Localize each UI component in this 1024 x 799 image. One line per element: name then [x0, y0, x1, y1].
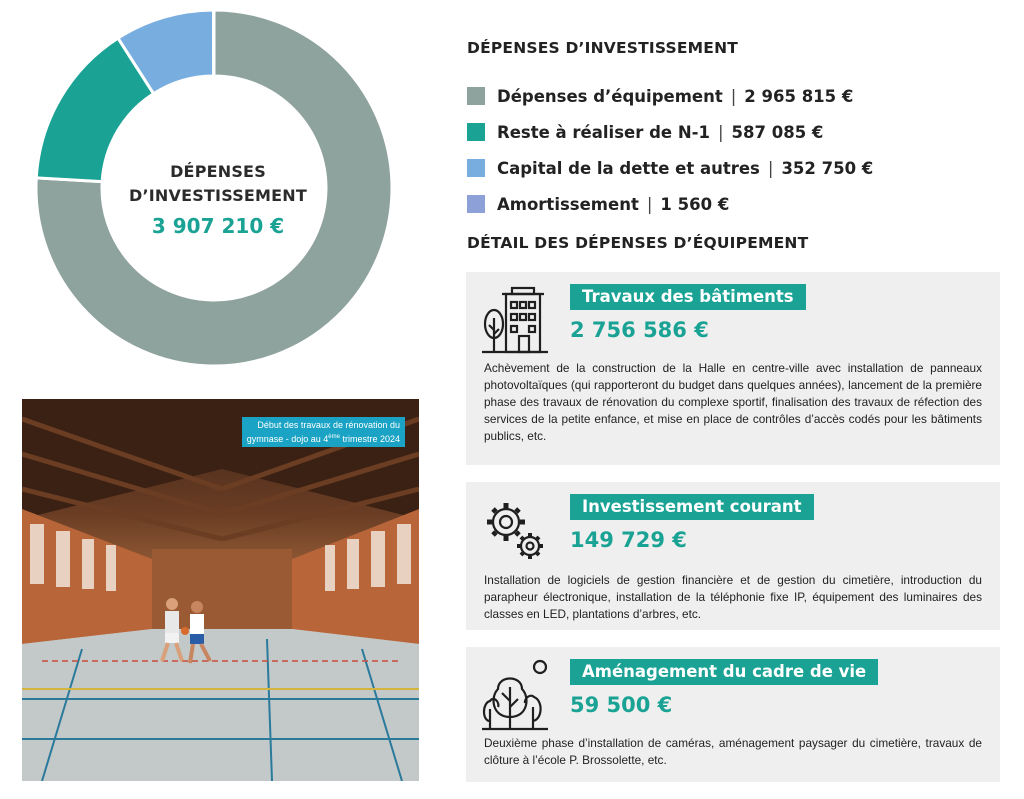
legend-item-amortissement: [467, 186, 873, 222]
legend-label: Capital de la dette et autres: [497, 158, 760, 178]
legend-separator: |: [646, 194, 653, 214]
photo-caption-line1: Début des travaux de rénovation du: [257, 420, 400, 430]
card-label: Investissement courant: [570, 494, 814, 520]
legend-value: 1 560 €: [660, 194, 730, 214]
card-description: Achèvement de la construction de la Halle en centre-ville avec installation de panneaux photovoltaïques (qui rapporteront du budget dans quelques années), lancement de la première phase des travaux de rénovation du complexe sportif, finalisation des travaux de réfection des services de la petite enfance, et mise en place de contrôles d’accès codés pour les bâtiments publics, etc.: [484, 361, 982, 443]
legend-item-capital-dette: [467, 150, 873, 186]
legend-separator: |: [730, 86, 737, 106]
photo-caption-line2-end: trimestre 2024: [339, 434, 400, 444]
trees-icon: [480, 657, 550, 733]
donut-center-title-line1: DÉPENSES: [170, 162, 266, 181]
legend-separator: |: [767, 158, 774, 178]
legend-label: Dépenses d’équipement: [497, 86, 723, 106]
photo-caption-line2-start: gymnase - dojo au 4: [246, 434, 329, 444]
legend-swatch-equipement: [467, 87, 485, 105]
donut-center-label: [118, 160, 318, 238]
card-label: Aménagement du cadre de vie: [570, 659, 878, 685]
legend-separator: |: [717, 122, 724, 142]
card-cadre-de-vie: [466, 647, 1000, 782]
gymnasium-illustration: [22, 399, 419, 781]
card-label: Travaux des bâtiments: [570, 284, 806, 310]
card-description: Deuxième phase d’installation de caméras, aménagement paysager du cimetière, travaux de clôture à l’école P. Brossolette, etc.: [484, 736, 982, 767]
building-tree-icon: [480, 282, 550, 358]
card-amount: 2 756 586 €: [570, 318, 709, 342]
card-description: Installation de logiciels de gestion financière et de gestion du cimetière, introduction du parapheur électronique, installation de la téléphonie fixe IP, équipement des luminaires des classes en LED, plantations d’arbres, etc.: [484, 573, 982, 621]
legend-swatch-capital-dette: [467, 159, 485, 177]
card-travaux-batiments: [466, 272, 1000, 465]
legend-value: 352 750 €: [781, 158, 874, 178]
detail-title: DÉTAIL DES DÉPENSES D’ÉQUIPEMENT: [467, 234, 809, 252]
donut-center-total: 3 907 210 €: [151, 214, 285, 238]
card-amount: 149 729 €: [570, 528, 687, 552]
legend-value: 2 965 815 €: [744, 86, 854, 106]
legend-item-equipement: [467, 78, 873, 114]
legend-item-reste-a-realiser: [467, 114, 873, 150]
card-investissement-courant: [466, 482, 1000, 630]
photo-caption: [242, 417, 405, 447]
chart-legend: [467, 78, 873, 222]
gears-icon: [480, 492, 550, 568]
legend-swatch-amortissement: [467, 195, 485, 213]
donut-center-title-line2: D’INVESTISSEMENT: [128, 186, 308, 205]
card-amount: 59 500 €: [570, 693, 673, 717]
legend-value: 587 085 €: [731, 122, 824, 142]
legend-swatch-reste-a-realiser: [467, 123, 485, 141]
gymnasium-photo: [22, 399, 419, 781]
photo-caption-sup: ème: [328, 434, 340, 440]
legend-title: DÉPENSES D’INVESTISSEMENT: [467, 39, 739, 57]
legend-label: Reste à réaliser de N-1: [497, 122, 710, 142]
legend-label: Amortissement: [497, 194, 639, 214]
